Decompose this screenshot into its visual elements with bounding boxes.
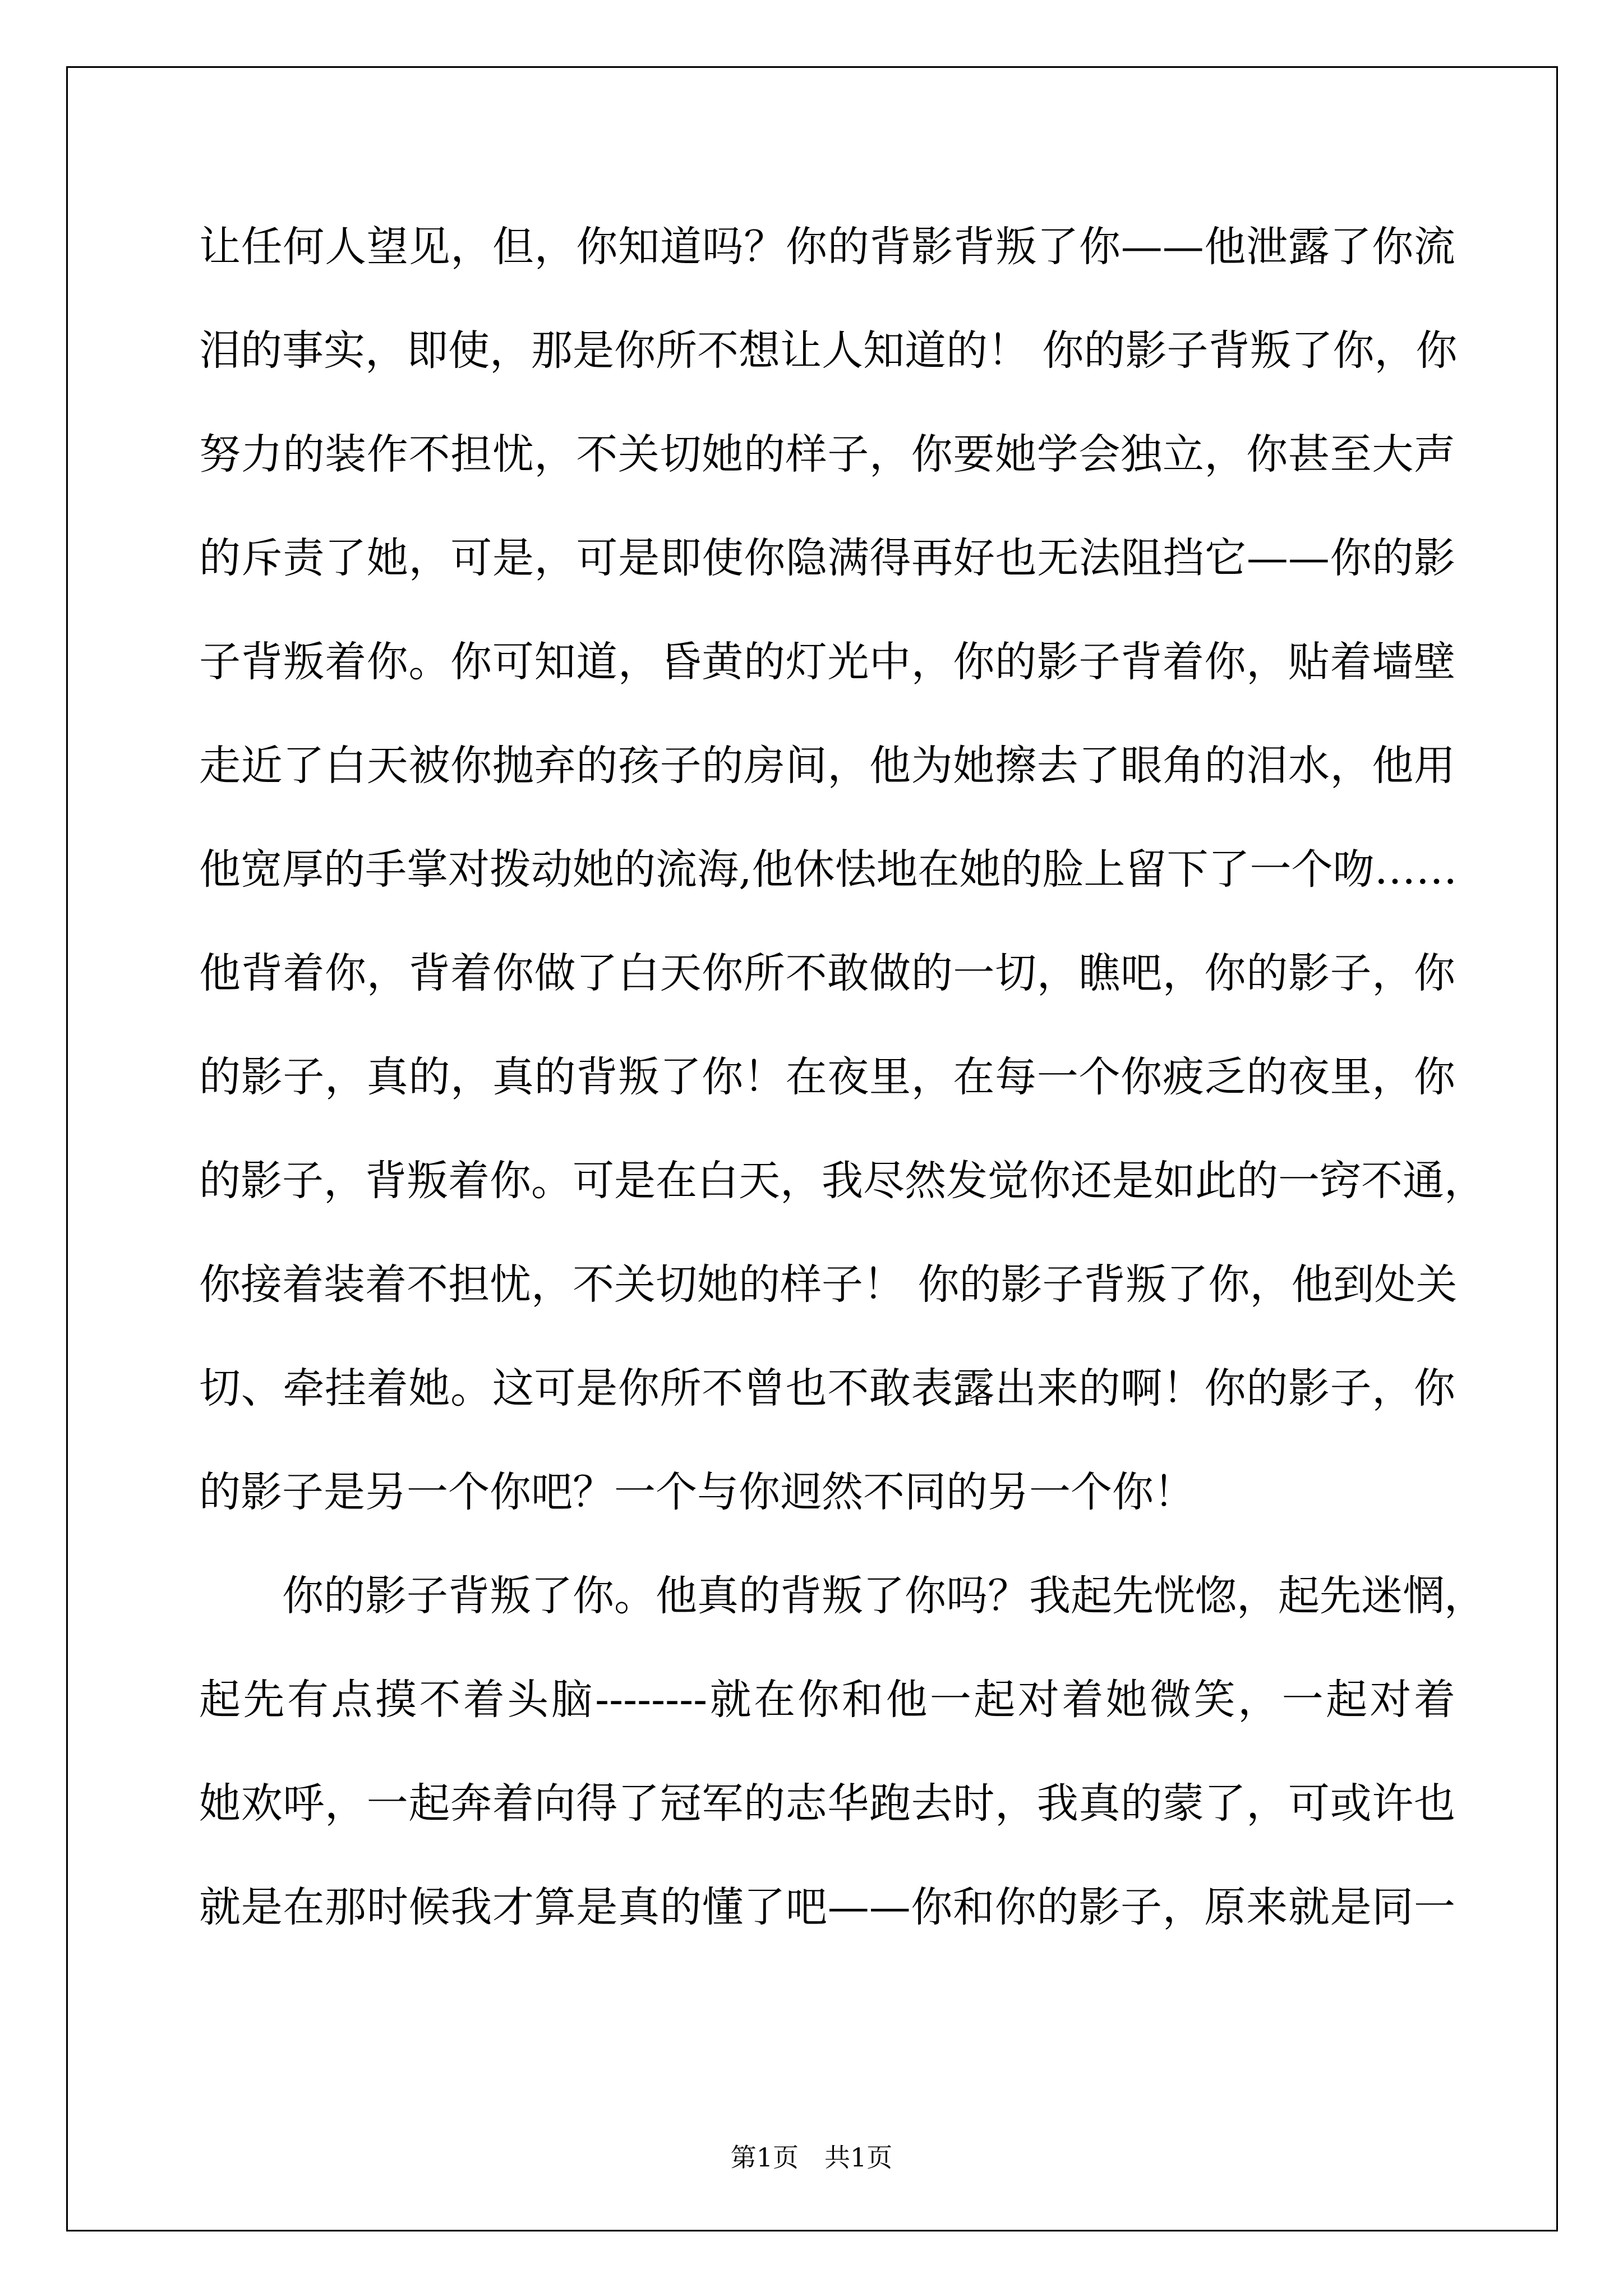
text-line: 子背叛着你。你可知道，昏黄的灯光中，你的影子背着你，贴着墙壁 <box>199 638 1455 686</box>
text-line: 努力的装作不担忧，不关切她的样子，你要她学会独立，你甚至大声 <box>199 430 1455 478</box>
text-line: 的斥责了她，可是，可是即使你隐满得再好也无法阻挡它——你的影 <box>199 534 1455 582</box>
text-line: 他背着你，背着你做了白天你所不敢做的一切，瞧吧，你的影子，你 <box>199 949 1455 997</box>
text-line: 的影子是另一个你吧？一个与你迥然不同的另一个你！ <box>199 1468 1195 1516</box>
page-total: 共1页 <box>824 2142 893 2173</box>
text-line: 泪的事实，即使，那是你所不想让人知道的！ 你的影子背叛了你，你 <box>199 326 1458 375</box>
paragraph-first-line: 你的影子背叛了你。他真的背叛了你吗？我起先恍惚，起先迷惘， <box>282 1572 1486 1620</box>
text-line: 他宽厚的手掌对拨动她的流海,他休怯地在她的脸上留下了一个吻…… <box>199 845 1458 894</box>
text-line: 让任何人望见，但，你知道吗？你的背影背叛了你——他泄露了你流 <box>199 223 1455 271</box>
text-line: 的影子，背叛着你。可是在白天，我尽然发觉你还是如此的一窍不通， <box>199 1157 1486 1205</box>
text-line: 就是在那时候我才算是真的懂了吧——你和你的影子，原来就是同一 <box>199 1883 1455 1931</box>
text-line: 走近了白天被你抛弃的孩子的房间，他为她擦去了眼角的泪水，他用 <box>199 742 1455 790</box>
text-line: 你接着装着不担忧，不关切她的样子！ 你的影子背叛了你，他到处关 <box>199 1260 1458 1309</box>
page-number: 第1页 <box>730 2142 799 2173</box>
text-line: 的影子，真的，真的背叛了你！在夜里，在每一个你疲乏的夜里，你 <box>199 1053 1455 1101</box>
page-footer <box>0 2137 1623 2174</box>
text-line: 切、牵挂着她。这可是你所不曾也不敢表露出来的啊！你的影子，你 <box>199 1364 1455 1412</box>
text-line: 她欢呼，一起奔着向得了冠军的志华跑去时，我真的蒙了，可或许也 <box>199 1779 1455 1828</box>
text-line: 起先有点摸不着头脑--------就在你和他一起对着她微笑，一起对着 <box>199 1676 1455 1724</box>
